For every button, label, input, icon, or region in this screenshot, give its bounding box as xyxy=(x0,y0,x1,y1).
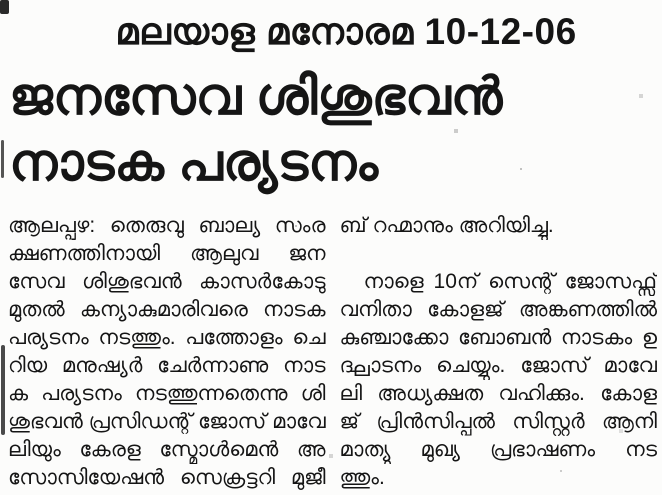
body-text-line: മുതൽ കന്യാകുമാരിവരെ നാടക xyxy=(8,298,326,321)
column-right xyxy=(340,212,658,492)
body-text-line: ലിയും കേരള സ്മോൾമെൻ അ xyxy=(8,438,326,461)
body-text-line: സേവ ശിശുഭവൻ കാസർകോടു xyxy=(8,270,326,293)
article-body xyxy=(8,212,657,492)
body-text-line: സോസിയേഷൻ സെക്രട്ടറി മുജീ xyxy=(8,466,326,489)
scan-artifact xyxy=(1,345,5,435)
body-text-line: ലി അധ്യക്ഷത വഹിക്കും. കോള xyxy=(339,382,657,405)
scan-artifact xyxy=(0,0,9,14)
column-left xyxy=(8,212,326,492)
body-text-line: ക്ഷണത്തിനായി ആലുവ ജന xyxy=(8,242,326,265)
paragraph-gap xyxy=(340,240,658,268)
headline-line-1: ജനസേവ ശിശുഭവൻ xyxy=(9,68,503,126)
body-text-line: കുഞ്ചാക്കോ ബോബൻ നാടകം ഉ xyxy=(339,326,657,349)
headline-line-2: നാടക പര്യടനം xyxy=(9,134,379,192)
body-text-line: ക പര്യടനം നടത്തുന്നതെന്നു ശി xyxy=(8,382,326,405)
body-text-line: ത്തും. xyxy=(339,466,385,489)
headline xyxy=(9,64,652,196)
body-text-line: നാളെ 10ന് സെന്റ് ജോസഫ്സ് xyxy=(363,270,657,293)
body-text-line: ശുഭവൻ പ്രസിഡന്റ് ജോസ് മാവേ xyxy=(8,410,326,433)
scan-artifact xyxy=(1,140,4,178)
body-text-line: മാത്യു മുഖ്യ പ്രഭാഷണം നട xyxy=(339,438,657,461)
body-text-line: ബ് റഹ്മാനും അറിയിച്ചു. xyxy=(339,214,554,237)
body-text-line: ആലപ്പുഴ: തെരുവു ബാല്യ സംര xyxy=(8,214,326,237)
body-text-line: പര്യടനം നടത്തും. പത്തോളം ചെ xyxy=(8,326,326,349)
masthead-source-date: മലയാള മനോരമ 10-12-06 xyxy=(115,11,577,52)
body-text-line: ദ്ഘാടനം ചെയ്യും. ജോസ് മാവേ xyxy=(339,354,657,377)
body-text-line: വനിതാ കോളജ് അങ്കണത്തിൽ xyxy=(339,298,657,321)
body-text-line: റിയ മനുഷ്യർ ചേർന്നാണു നാട xyxy=(8,354,326,377)
body-text-line: ജ് പ്രിൻസിപ്പൽ സിസ്റ്റർ ആനി xyxy=(339,410,657,433)
